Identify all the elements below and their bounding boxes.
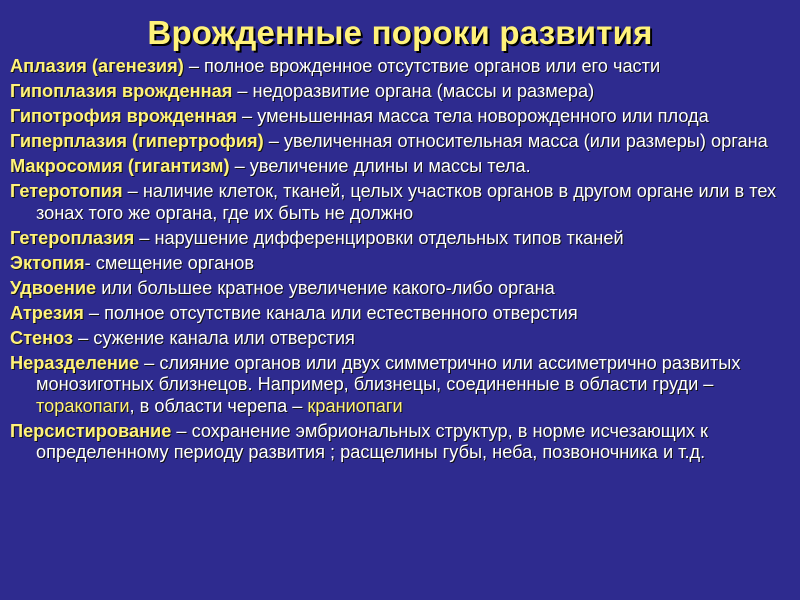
- entry-term: Атрезия: [10, 302, 84, 323]
- entry-definition: – увеличенная относительная масса (или размеры) органа: [263, 131, 768, 151]
- entry-term: Гипотрофия врожденная: [10, 106, 237, 126]
- entry-heterotopia: [10, 181, 794, 224]
- entry-definition: – сохранение эмбриональных структур, в норме исчезающих к определенному периоду развития ; расщелины губы, неба, позвоночника и т.д.: [36, 420, 708, 462]
- entry-hypotrophy: [10, 106, 794, 128]
- entry-definition: или большее кратное увеличение какого-либо органа: [96, 277, 555, 298]
- definition-list: [10, 56, 794, 467]
- entry-term: Эктопия: [10, 252, 85, 273]
- entry-term: Макросомия: [10, 156, 123, 176]
- entry-term: Персистирование: [10, 420, 172, 441]
- entry-definition: – уменьшенная масса тела новорожденного или плода: [236, 106, 709, 126]
- entry-term: Удвоение: [10, 277, 97, 298]
- highlight-craniopagus: краниопаги: [307, 395, 403, 416]
- entry-term: Аплазия: [10, 56, 87, 76]
- highlight-thoracopagus: торакопаги: [36, 395, 130, 416]
- entry-definition: – полное отсутствие канала или естественного отверстия: [83, 302, 578, 323]
- entry-term: Гиперплазия: [10, 131, 127, 151]
- entry-heteroplasia: [10, 228, 794, 250]
- entry-definition: – слияние органов или двух симметрично или ассиметрично развитых монозиготных близнецов. Например, близнецы, соединенные в области груди –: [36, 352, 741, 394]
- entry-duplication: [10, 278, 794, 300]
- slide-title: Врожденные пороки развития: [147, 14, 653, 51]
- entry-definition: – недоразвитие органа (массы и размера): [232, 81, 595, 101]
- entry-ectopia: [10, 253, 794, 275]
- entry-term: Неразделение: [10, 352, 140, 373]
- entry-definition: – наличие клеток, тканей, целых участков органов в другом органе или в тех зонах того же органа, где их быть не должно: [36, 181, 777, 223]
- entry-definition: – полное врожденное отсутствие органов или его части: [183, 56, 661, 76]
- entry-term: Гетеротопия: [10, 181, 123, 201]
- entry-nonseparation: [10, 353, 794, 418]
- entry-term-extra: (агенезия): [86, 56, 184, 76]
- entry-definition: – сужение канала или отверстия: [73, 327, 355, 348]
- entry-definition-continued: , в области черепа –: [129, 395, 308, 416]
- entry-macrosomia: [10, 156, 794, 178]
- entry-hypoplasia: [10, 81, 794, 103]
- entry-definition: - смещение органов: [84, 252, 255, 273]
- entry-atresia: [10, 303, 794, 325]
- entry-stenosis: [10, 328, 794, 350]
- entry-term-extra: (гигантизм): [122, 156, 230, 176]
- entry-term: Гетероплазия: [10, 227, 135, 248]
- entry-definition: – увеличение длины и массы тела.: [229, 156, 531, 176]
- entry-aplasia: [10, 56, 794, 78]
- entry-term: Стеноз: [10, 327, 74, 348]
- entry-term: Гипоплазия врожденная: [10, 81, 233, 101]
- entry-term-extra: (гипертрофия): [126, 131, 264, 151]
- entry-definition: – нарушение дифференцировки отдельных типов тканей: [134, 227, 624, 248]
- entry-persistence: [10, 421, 794, 464]
- entry-hyperplasia: [10, 131, 794, 153]
